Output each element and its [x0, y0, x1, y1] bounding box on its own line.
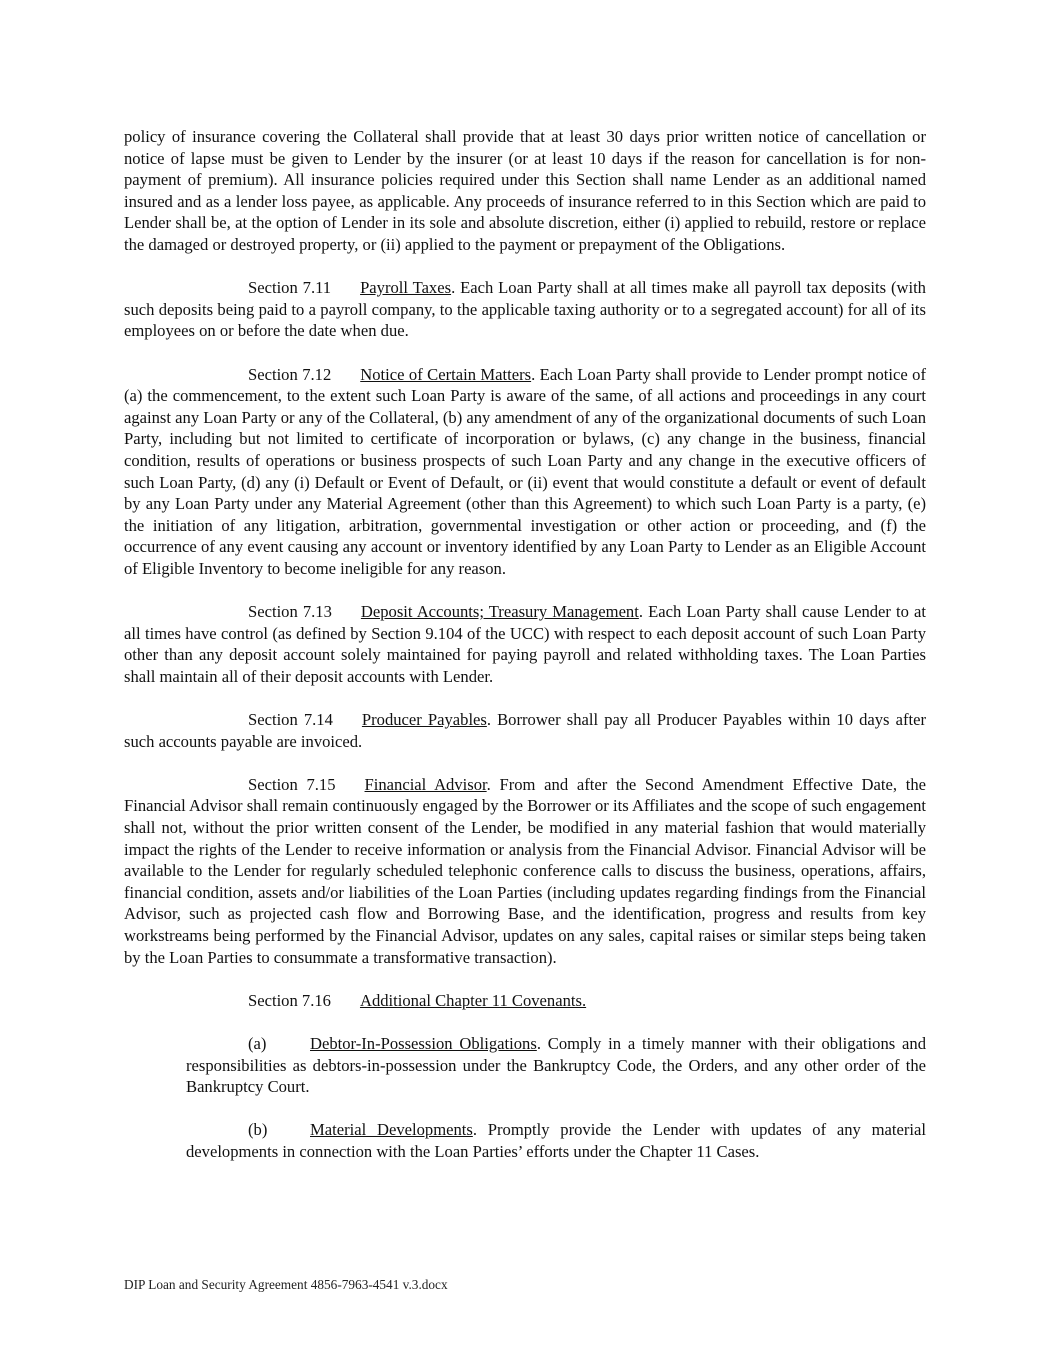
subsection-title: Debtor-In-Possession Obligations [310, 1033, 537, 1053]
intro-paragraph: policy of insurance covering the Collateral shall provide that at least 30 days prior written notice of cancellation or notice of lapse must be given to Lender by the insurer (or at least 10 days if the reason for cancellation is for non-payment of premium). All insurance policies required under this Section shall name Lender as an additional named insured and as a lender loss payee, as applicable. Any proceeds of insurance referred to in this Section which are paid to Lender shall be, at the option of Lender in its sole and absolute discretion, either (i) applied to rebuild, restore or replace the damaged or destroyed property, or (ii) applied to the payment or prepayment of the Obligations. [124, 127, 926, 254]
section-number: Section 7.11 [248, 278, 332, 298]
subsection-title: Material Developments [310, 1120, 473, 1140]
section-title: Payroll Taxes [360, 278, 452, 298]
section-title: Deposit Accounts; Treasury Management [360, 602, 639, 622]
section-7-13 [124, 601, 926, 687]
section-7-16 [124, 990, 926, 1012]
section-7-15 [124, 774, 926, 968]
section-number: Section 7.14 [248, 710, 333, 730]
subsection-label: (b) [248, 1120, 268, 1140]
section-number: Section 7.15 [248, 774, 336, 794]
section-number: Section 7.13 [248, 602, 332, 622]
section-text: . Borrower shall pay all Producer Payables within 10 days after such accounts payable are invoiced. [124, 710, 926, 751]
document-footer: DIP Loan and Security Agreement 4856-7963-4541 v.3.docx [124, 1277, 448, 1292]
document-body [124, 126, 926, 1184]
subsection-text: . Comply in a timely manner with their obligations and responsibilities as debtors-in-possession under the Bankruptcy Code, the Orders, and any other order of the Bankruptcy Court. [186, 1033, 926, 1097]
section-text: . Each Loan Party shall provide to Lender prompt notice of (a) the commencement, to the extent such Loan Party is aware of the same, of all actions and proceedings in any court against any Loan Party or any of the Collateral, (b) any amendment of any of the organizational documents of such Loan Party, including but not limited to certificate of incorporation or bylaws, (c) any change in the business, financial condition, results of operations or business prospects of such Loan Party and any change in the executive officers of such Loan Party, (d) any (i) Default or Event of Default, or (ii) event that would constitute a default or event of default by any Loan Party under any Material Agreement (other than this Agreement) to which such Loan Party is a party, (e) the initiation of any litigation, arbitration, governmental investigation or other action or proceeding, and (f) the occurrence of any event causing any account or inventory identified by any Loan Party to Lender as an Eligible Account of Eligible Inventory to become ineligible for any reason. [124, 364, 926, 578]
section-text: . Each Loan Party shall at all times make all payroll tax deposits (with such deposits being paid to a payroll company, to the applicable taxing authority or to a segregated account) for all of its employees on or before the date when due. [124, 278, 926, 341]
section-number: Section 7.12 [248, 364, 332, 384]
subsection-b [186, 1119, 926, 1162]
section-number: Section 7.16 [248, 990, 331, 1010]
section-text: . Each Loan Party shall cause Lender to at all times have control (as defined by Section 9.104 of the UCC) with respect to each deposit account of such Loan Party other than any deposit account solely maintained for paying payroll and related withholding taxes. The Loan Parties shall maintain all of their deposit accounts with Lender. [124, 602, 926, 686]
section-title: Notice of Certain Matters [360, 364, 532, 384]
section-7-14 [124, 709, 926, 752]
section-title: Financial Advisor [364, 774, 487, 794]
section-text: . From and after the Second Amendment Effective Date, the Financial Advisor shall remain continuously engaged by the Borrower or its Affiliates and the scope of such engagement shall not, without the prior written consent of the Lender, be modified in any material fashion that would materially impact the rights of the Lender to receive information or analysis from the Financial Advisor. Financial Advisor will be available to the Lender for regularly scheduled telephonic conference calls to discuss the business, operations, affairs, financial condition, assets and/or liabilities of the Loan Parties (including updates regarding findings from the Financial Advisor, such as projected cash flow and Borrowing Base, and the identification, progress and results from key workstreams being performed by the Financial Advisor, updates on any sales, capital raises or similar steps being taken by the Loan Parties to consummate a transformative transaction). [124, 774, 926, 967]
subsection-a [186, 1033, 926, 1098]
section-7-12 [124, 364, 926, 580]
section-7-11 [124, 277, 926, 342]
section-title: Producer Payables [361, 710, 487, 730]
section-title: Additional Chapter 11 Covenants. [359, 990, 587, 1010]
subsection-label: (a) [248, 1033, 267, 1053]
subsection-text: . Promptly provide the Lender with updates of any material developments in connection with the Loan Parties’ efforts under the Chapter 11 Cases. [186, 1120, 926, 1161]
